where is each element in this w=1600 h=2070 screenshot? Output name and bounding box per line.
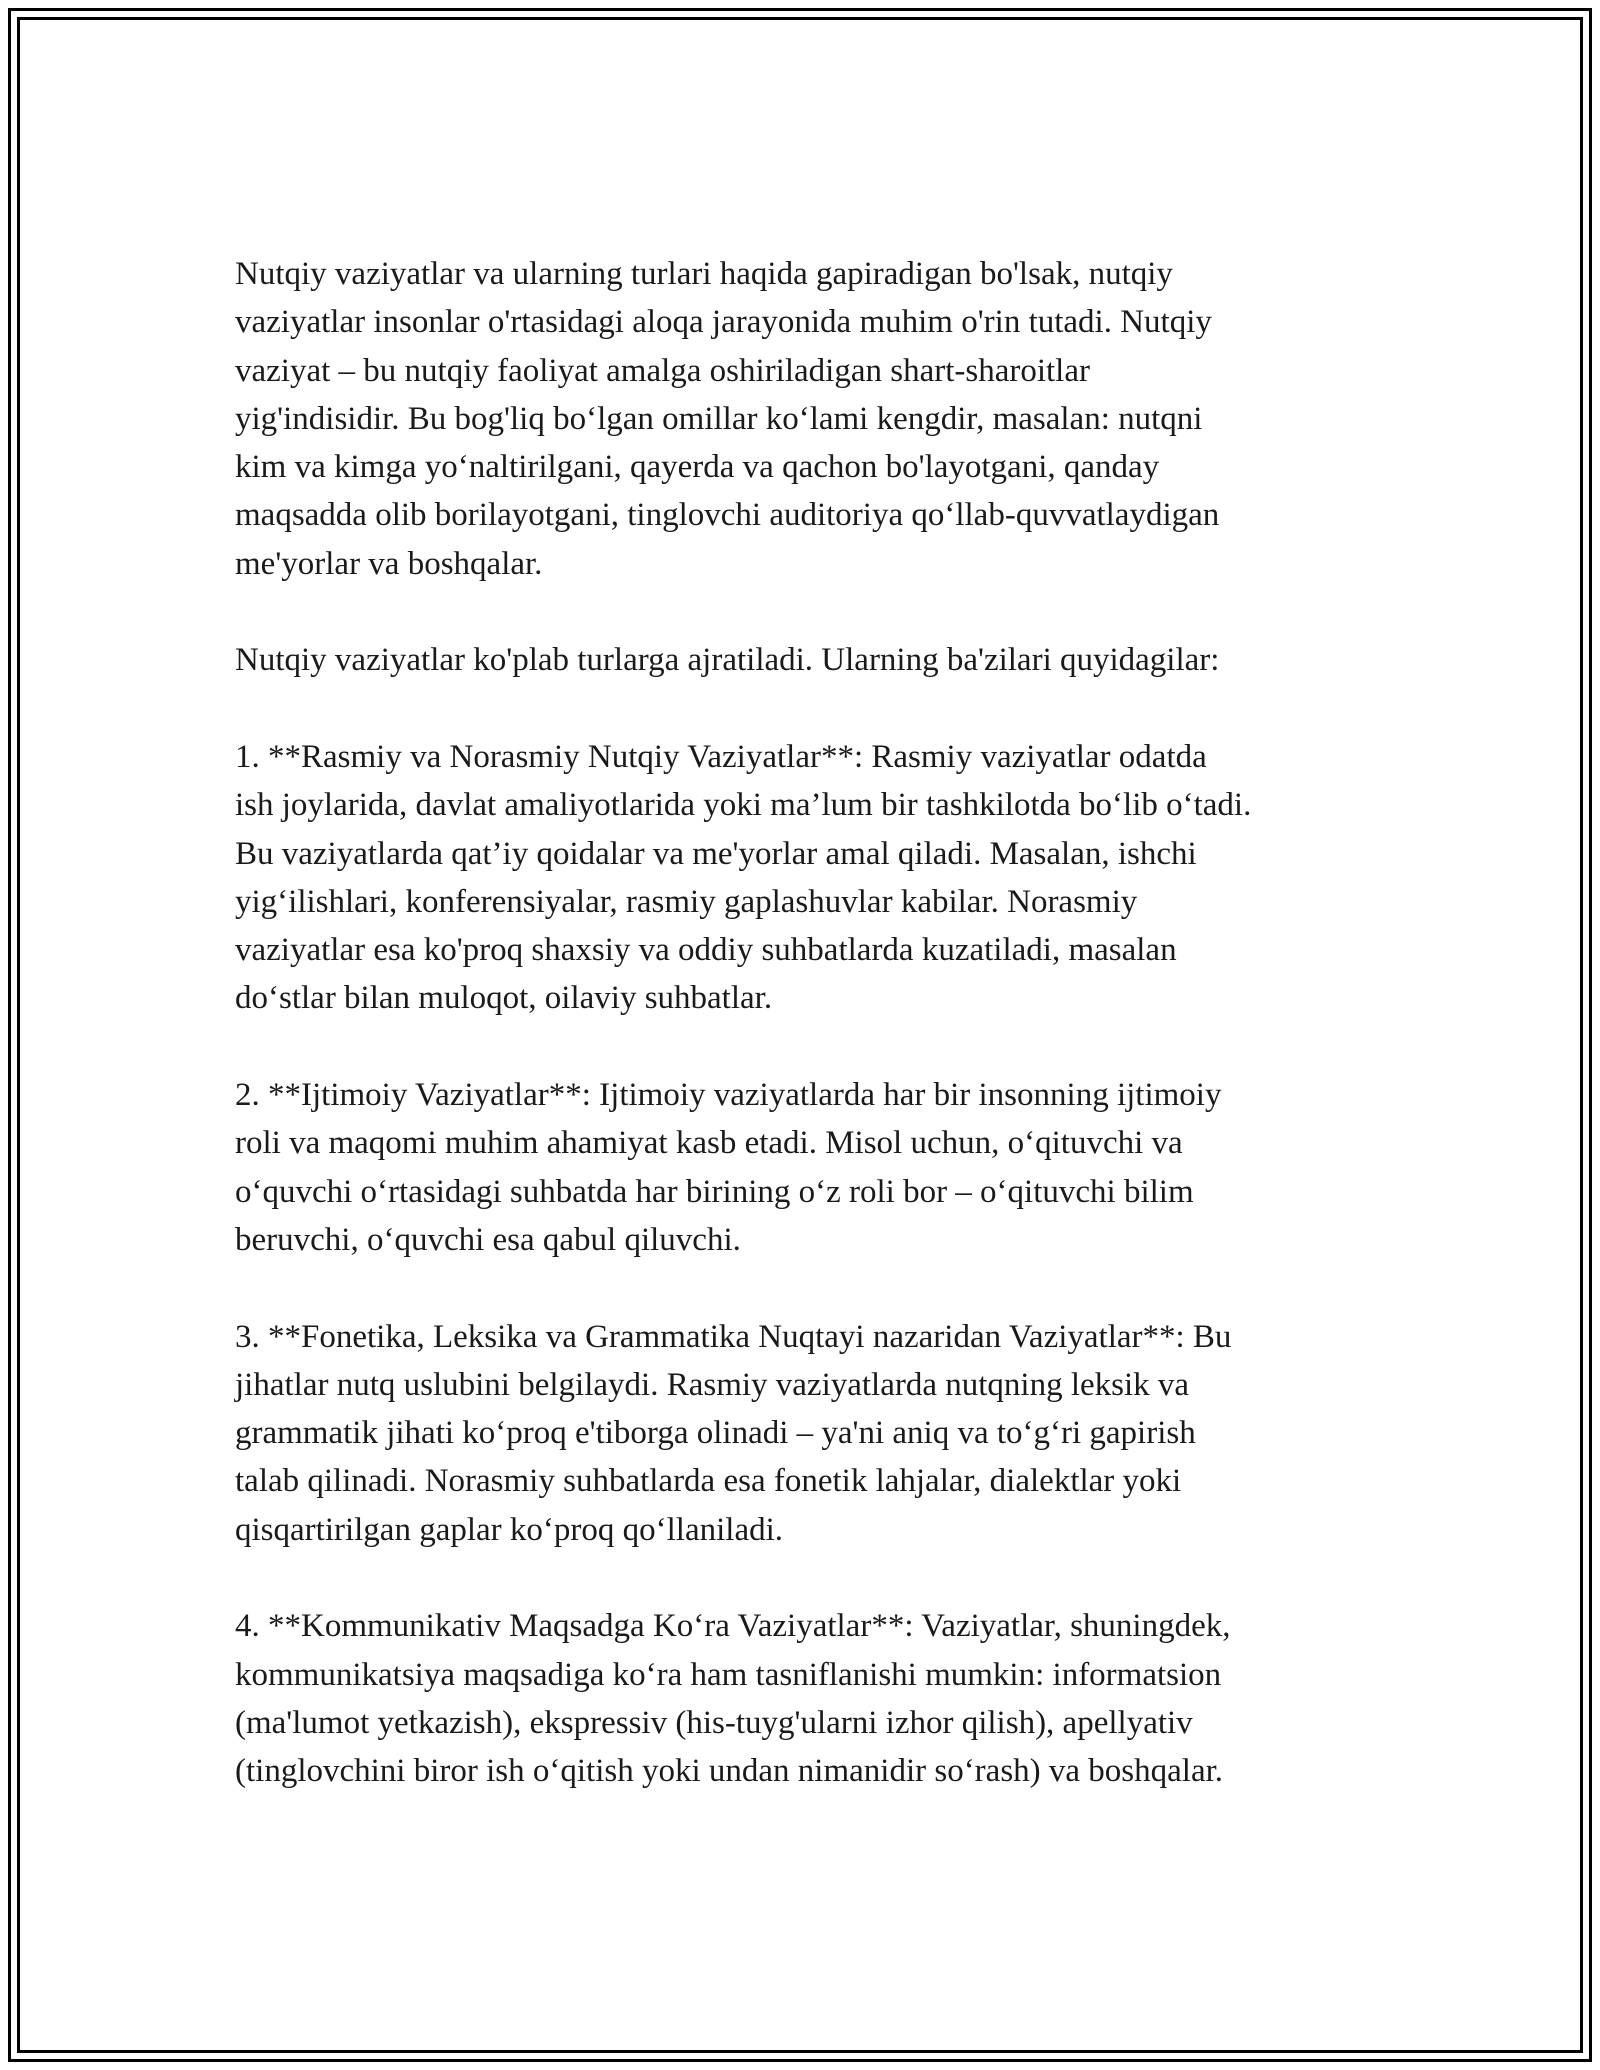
list-item-communicative-purpose: 4. **Kommunikativ Maqsadga Ko‘ra Vaziyatlar**: Vaziyatlar, shuningdek, kommunikatsiya maqsadiga ko‘ra ham tasniflanishi mumkin: informatsion (ma'lumot yetkazish), ekspressiv (his-tuyg'ularni izhor qilish), apellyativ (tinglovchini biror ish o‘qitish yoki undan nimanidir so‘rash) va boshqalar. <box>235 1608 1231 1790</box>
list-item-social: 2. **Ijtimoiy Vaziyatlar**: Ijtimoiy vaziyatlarda har bir insonning ijtimoiy roli va maqomi muhim ahamiyat kasb etadi. Misol uchun, o‘qituvchi va o‘quvchi o‘rtasidagi suhbatda har birining o‘z roli bor – o‘qituvchi bilim beruvchi, o‘quvchi esa qabul qiluvchi. <box>235 1077 1222 1258</box>
document-body <box>235 250 1375 1796</box>
list-item-phonetics-lexis-grammar: 3. **Fonetika, Leksika va Grammatika Nuqtayi nazaridan Vaziyatlar**: Bu jihatlar nutq uslubini belgilaydi. Rasmiy vaziyatlarda nutqning leksik va grammatik jihati ko‘proq e'tiborga olinadi – ya'ni aniq va to‘g‘ri gapirish talab qilinadi. Norasmiy suhbatlarda esa fonetik lahjalar, dialektlar yoki qisqartirilgan gaplar ko‘proq qo‘llaniladi. <box>235 1318 1232 1548</box>
intro-paragraph: Nutqiy vaziyatlar va ularning turlari haqida gapiradigan bo'lsak, nutqiy vaziyatlar insonlar o'rtasidagi aloqa jarayonida muhim o'rin tutadi. Nutqiy vaziyat – bu nutqiy faoliyat amalga oshiriladigan shart-sharoitlar yig'indisidir. Bu bog'liq bo‘lgan omillar ko‘lami kengdir, masalan: nutqni kim va kimga yo‘naltirilgani, qayerda va qachon bo'layotgani, qanday maqsadda olib borilayotgani, tinglovchi auditoriya qo‘llab-quvvatlaydigan me'yorlar va boshqalar. <box>235 256 1220 582</box>
types-intro-paragraph: Nutqiy vaziyatlar ko'plab turlarga ajratiladi. Ularning ba'zilari quyidagilar: <box>235 642 1220 679</box>
list-item-formal-informal: 1. **Rasmiy va Norasmiy Nutqiy Vaziyatlar**: Rasmiy vaziyatlar odatda ish joylarida, davlat amaliyotlarida yoki ma’lum bir tashkilotda bo‘lib o‘tadi. Bu vaziyatlarda qat’iy qoidalar va me'yorlar amal qiladi. Masalan, ishchi yig‘ilishlari, konferensiyalar, rasmiy gaplashuvlar kabilar. Norasmiy vaziyatlar esa ko'proq shaxsiy va oddiy suhbatlarda kuzatiladi, masalan do‘stlar bilan muloqot, oilaviy suhbatlar. <box>235 738 1252 1017</box>
